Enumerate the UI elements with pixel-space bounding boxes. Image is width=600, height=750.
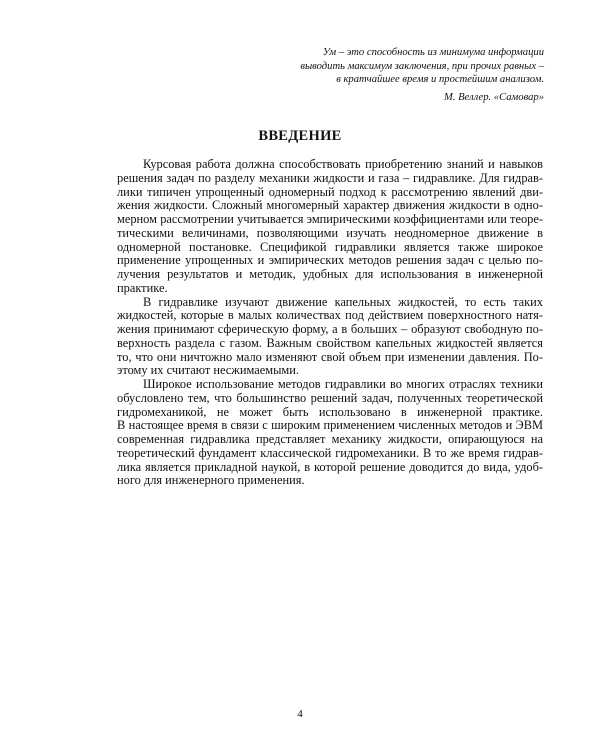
text-line: Курсовая работа должна способствовать приобретению знаний и навыков (143, 157, 543, 171)
text-line: верхность раздела с газом. Важным свойством капельных жидкостей является (117, 335, 543, 350)
text-line: ного для инженерного применения. (117, 473, 305, 488)
text-line: одномерной постановке. Спецификой гидравлики является также широкое (117, 239, 543, 254)
text-line: Широкое использование методов гидравлики во многих отраслях техники (143, 377, 543, 391)
text-line: этому их считают несжимаемыми. (117, 363, 299, 378)
epigraph-author: М. Веллер. «Самовар» (443, 91, 544, 103)
page-title: ВВЕДЕНИЕ (258, 128, 342, 144)
text-line: практике. (117, 280, 168, 295)
text-line: В гидравлике изучают движение капельных жидкостей, то есть таких (143, 294, 543, 309)
text-line: решения задач по разделу механики жидкости и газа – гидравлике. Для гидрав- (117, 170, 543, 185)
text-line: жения принимают сферическую форму, а в больших – образуют свободную по- (117, 322, 543, 336)
text-line: гидромеханикой, не может быть использовано в инженерной практике. (117, 404, 543, 419)
body-text (117, 158, 543, 488)
epigraph-line: в кратчайшее время и простейшим анализом. (336, 74, 544, 86)
text-line: теоретический фундамент классической гидромеханики. В то же время гидрав- (117, 445, 543, 460)
text-line: лучения результатов и методик, удобных для использования в инженерной (117, 267, 543, 281)
text-line: тическими величинами, позволяющими изучать неодномерное движение в (117, 225, 543, 240)
epigraph (230, 46, 544, 104)
paragraph-3 (117, 378, 543, 488)
text-line: применение упрощенных и эмпирических методов решения задач с целью по- (117, 253, 543, 268)
page-number: 4 (297, 708, 303, 720)
text-line: обусловлено тем, что большинство решений задач, полученных теоретической (117, 390, 543, 405)
paragraph-1 (117, 158, 543, 296)
text-line: то, что они ничтожно мало изменяют свой объем при изменении давления. По- (117, 349, 543, 364)
text-line: лики типичен упрощенный одномерный подход к рассмотрению явлений дви- (117, 184, 543, 199)
text-line: жидкостей, которые в малых количествах под действием поверхностного натя- (117, 308, 543, 323)
epigraph-line: Ум – это способность из минимума информации (322, 47, 544, 58)
text-line: лика является прикладной наукой, в которой решение доводится до вида, удоб- (117, 459, 543, 474)
text-line: мерном рассмотрении учитывается эмпирическими коэффициентами или теоре- (117, 212, 543, 226)
paragraph-2 (117, 296, 543, 379)
text-line: жения жидкости. Сложный многомерный характер движения жидкости в одно- (117, 198, 543, 213)
text-line: современная гидравлика представляет механику жидкости, опирающуюся на (117, 432, 543, 446)
text-line: В настоящее время в связи с широким применением численных методов и ЭВМ (117, 418, 543, 433)
epigraph-line: выводить максимум заключения, при прочих равных – (300, 60, 544, 72)
